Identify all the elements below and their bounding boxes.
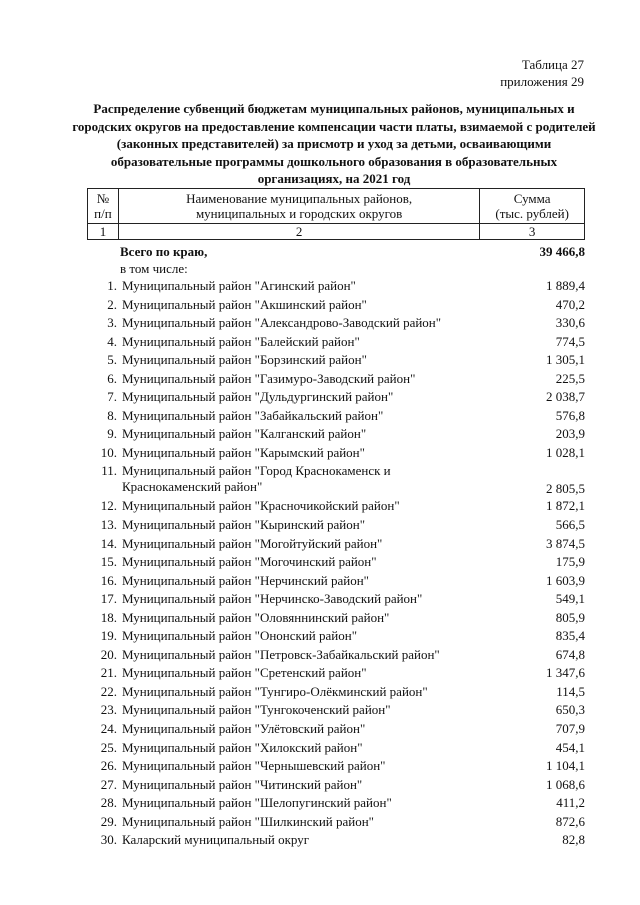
row-number: 21.	[100, 665, 117, 681]
row-number: 6.	[107, 370, 117, 386]
row-amount: 1 068,6	[546, 776, 585, 792]
row-name: Муниципальный район "Шилкинский район"	[122, 813, 374, 829]
row-name: Муниципальный район "Балейский район"	[122, 333, 360, 349]
row-number: 7.	[107, 389, 117, 405]
row-amount: 872,6	[555, 813, 585, 829]
subtotal-label: в том числе:	[120, 261, 188, 276]
row-amount: 330,6	[555, 315, 585, 331]
row-number: 28.	[100, 795, 117, 811]
row-name: Муниципальный район "Ононский район"	[122, 628, 358, 644]
row-number: 17.	[100, 591, 117, 607]
row-number: 26.	[100, 758, 117, 774]
table-row	[87, 314, 585, 333]
row-name: Муниципальный район "Читинский район"	[122, 776, 363, 792]
table-row	[87, 535, 585, 554]
table-number: Таблица 27	[521, 57, 584, 72]
row-name: Муниципальный район "Могочинский район"	[122, 554, 377, 570]
row-amount: 225,5	[555, 370, 585, 386]
row-amount: 1 104,1	[546, 758, 585, 774]
row-number: 1.	[107, 278, 117, 293]
row-amount: 1 872,1	[546, 498, 585, 514]
table-row	[87, 296, 585, 315]
row-number: 3.	[107, 315, 117, 331]
table-row	[87, 776, 585, 795]
row-name: Муниципальный район "Александрово-Заводский район"	[122, 315, 442, 331]
row-number: 8.	[107, 407, 117, 423]
row-number: 18.	[100, 609, 117, 625]
row-name: Муниципальный район "Оловяннинский район"	[122, 609, 390, 625]
table-row	[87, 683, 585, 702]
row-amount: 470,2	[555, 296, 585, 312]
row-name: Муниципальный район "Тунгиро-Олёкминский район"	[122, 683, 428, 699]
table-row	[87, 701, 585, 720]
row-name: Муниципальный район "Калганский район"	[122, 426, 367, 442]
table-row	[87, 590, 585, 609]
row-name: Муниципальный район "Забайкальский район"	[122, 407, 384, 423]
row-name: Муниципальный район "Дульдургинский район"	[122, 389, 394, 405]
row-amount: 454,1	[555, 739, 585, 755]
row-amount: 82,8	[562, 832, 585, 848]
table-row	[87, 516, 585, 535]
table-row	[87, 572, 585, 591]
row-name: Муниципальный район "Чернышевский район"	[122, 758, 386, 774]
row-name: Муниципальный район "Могойтуйский район"	[122, 535, 383, 551]
row-name: Муниципальный район "Красночикойский район"	[122, 498, 400, 514]
table-body	[87, 277, 585, 850]
table-row	[87, 351, 585, 370]
row-amount: 674,8	[555, 646, 585, 662]
row-number: 11.	[101, 463, 117, 479]
table-row	[87, 333, 585, 352]
row-number: 19.	[100, 628, 117, 644]
row-amount: 1 347,6	[546, 665, 585, 681]
row-amount: 175,9	[555, 554, 585, 570]
row-number: 23.	[100, 702, 117, 718]
row-amount: 774,5	[555, 333, 585, 349]
row-amount: 835,4	[555, 628, 585, 644]
appendix-number: приложения 29	[500, 74, 584, 89]
table-row	[87, 444, 585, 463]
row-amount: 1 028,1	[546, 444, 585, 460]
row-number: 25.	[100, 739, 117, 755]
row-amount: 566,5	[555, 517, 585, 533]
row-amount: 2 038,7	[546, 389, 585, 405]
row-amount: 114,5	[556, 683, 585, 699]
row-number: 13.	[100, 517, 117, 533]
total-label: Всего по краю,	[120, 244, 208, 259]
row-amount: 3 874,5	[546, 535, 585, 551]
table-row	[87, 627, 585, 646]
table-row	[87, 720, 585, 739]
row-number: 24.	[100, 721, 117, 737]
table-row	[87, 462, 585, 497]
row-name: Муниципальный район "Хилокский район"	[122, 739, 363, 755]
row-name: Муниципальный район "Борзинский район"	[122, 352, 367, 368]
table-row	[87, 553, 585, 572]
row-name: Муниципальный район "Сретенский район"	[122, 665, 367, 681]
row-number: 9.	[107, 426, 117, 442]
table-row	[87, 425, 585, 444]
row-name: Муниципальный район "Тунгокоченский район"	[122, 702, 391, 718]
row-name: Муниципальный район "Агинский район"	[122, 278, 356, 293]
table-row	[87, 739, 585, 758]
row-number: 10.	[100, 444, 117, 460]
row-number: 2.	[107, 296, 117, 312]
column-number-3: 3	[480, 224, 585, 240]
table-caption	[500, 56, 584, 90]
row-name: Муниципальный район "Шелопугинский район"	[122, 795, 392, 811]
row-amount: 2 805,5	[546, 481, 585, 497]
row-name: Муниципальный район "Нерчинско-Заводский район"	[122, 591, 423, 607]
table-header	[87, 188, 585, 240]
table-row	[87, 388, 585, 407]
table-row	[87, 407, 585, 426]
row-amount: 1 305,1	[546, 352, 585, 368]
row-amount: 707,9	[555, 721, 585, 737]
table-row	[87, 497, 585, 516]
table-row	[87, 831, 585, 850]
row-number: 22.	[100, 683, 117, 699]
row-name: Муниципальный район "Акшинский район"	[122, 296, 367, 312]
table-row	[87, 277, 585, 296]
row-amount: 576,8	[555, 407, 585, 423]
table-row	[87, 664, 585, 683]
table-row	[87, 757, 585, 776]
column-number-2: 2	[118, 224, 479, 240]
row-name: Муниципальный район "Нерчинский район"	[122, 572, 369, 588]
row-amount: 203,9	[555, 426, 585, 442]
row-amount: 549,1	[555, 591, 585, 607]
row-number: 27.	[100, 776, 117, 792]
row-number: 5.	[107, 352, 117, 368]
header-amount: Сумма (тыс. рублей)	[480, 189, 585, 224]
column-number-1: 1	[88, 224, 119, 240]
table-row	[87, 609, 585, 628]
row-name: Муниципальный район "Город Краснокаменск и Краснокаменский район"	[122, 463, 391, 495]
table-row	[87, 794, 585, 813]
total-value: 39 466,8	[539, 244, 585, 259]
header-name: Наименование муниципальных районов, муниципальных и городских округов	[118, 189, 479, 224]
row-number: 15.	[100, 554, 117, 570]
row-amount: 805,9	[555, 609, 585, 625]
table-row	[87, 370, 585, 389]
row-number: 16.	[100, 572, 117, 588]
row-number: 30.	[100, 832, 117, 848]
row-number: 12.	[100, 498, 117, 514]
row-amount: 1 603,9	[546, 572, 585, 588]
header-number: № п/п	[88, 189, 119, 224]
row-name: Муниципальный район "Кыринский район"	[122, 517, 366, 533]
row-number: 20.	[100, 646, 117, 662]
row-number: 14.	[100, 535, 117, 551]
row-name: Муниципальный район "Газимуро-Заводский район"	[122, 370, 416, 386]
table-row	[87, 813, 585, 832]
row-number: 4.	[107, 333, 117, 349]
row-name: Каларский муниципальный округ	[122, 832, 310, 848]
row-amount: 1 889,4	[546, 278, 585, 293]
row-amount: 411,2	[556, 795, 585, 811]
document-title: Распределение субвенций бюджетам муниципальных районов, муниципальных и городских округов на предоставление компенсации части платы, взимаемой с родителей (законных представителей) за присмотр и уход за детьми, осваивающими образовательные программы дошкольного образования в образовательных организациях, на 2021 год	[72, 101, 596, 186]
row-amount: 650,3	[555, 702, 585, 718]
row-name: Муниципальный район "Петровск-Забайкальский район"	[122, 646, 440, 662]
row-name: Муниципальный район "Улётовский район"	[122, 721, 366, 737]
table-row	[87, 646, 585, 665]
row-number: 29.	[100, 813, 117, 829]
row-name: Муниципальный район "Карымский район"	[122, 444, 365, 460]
